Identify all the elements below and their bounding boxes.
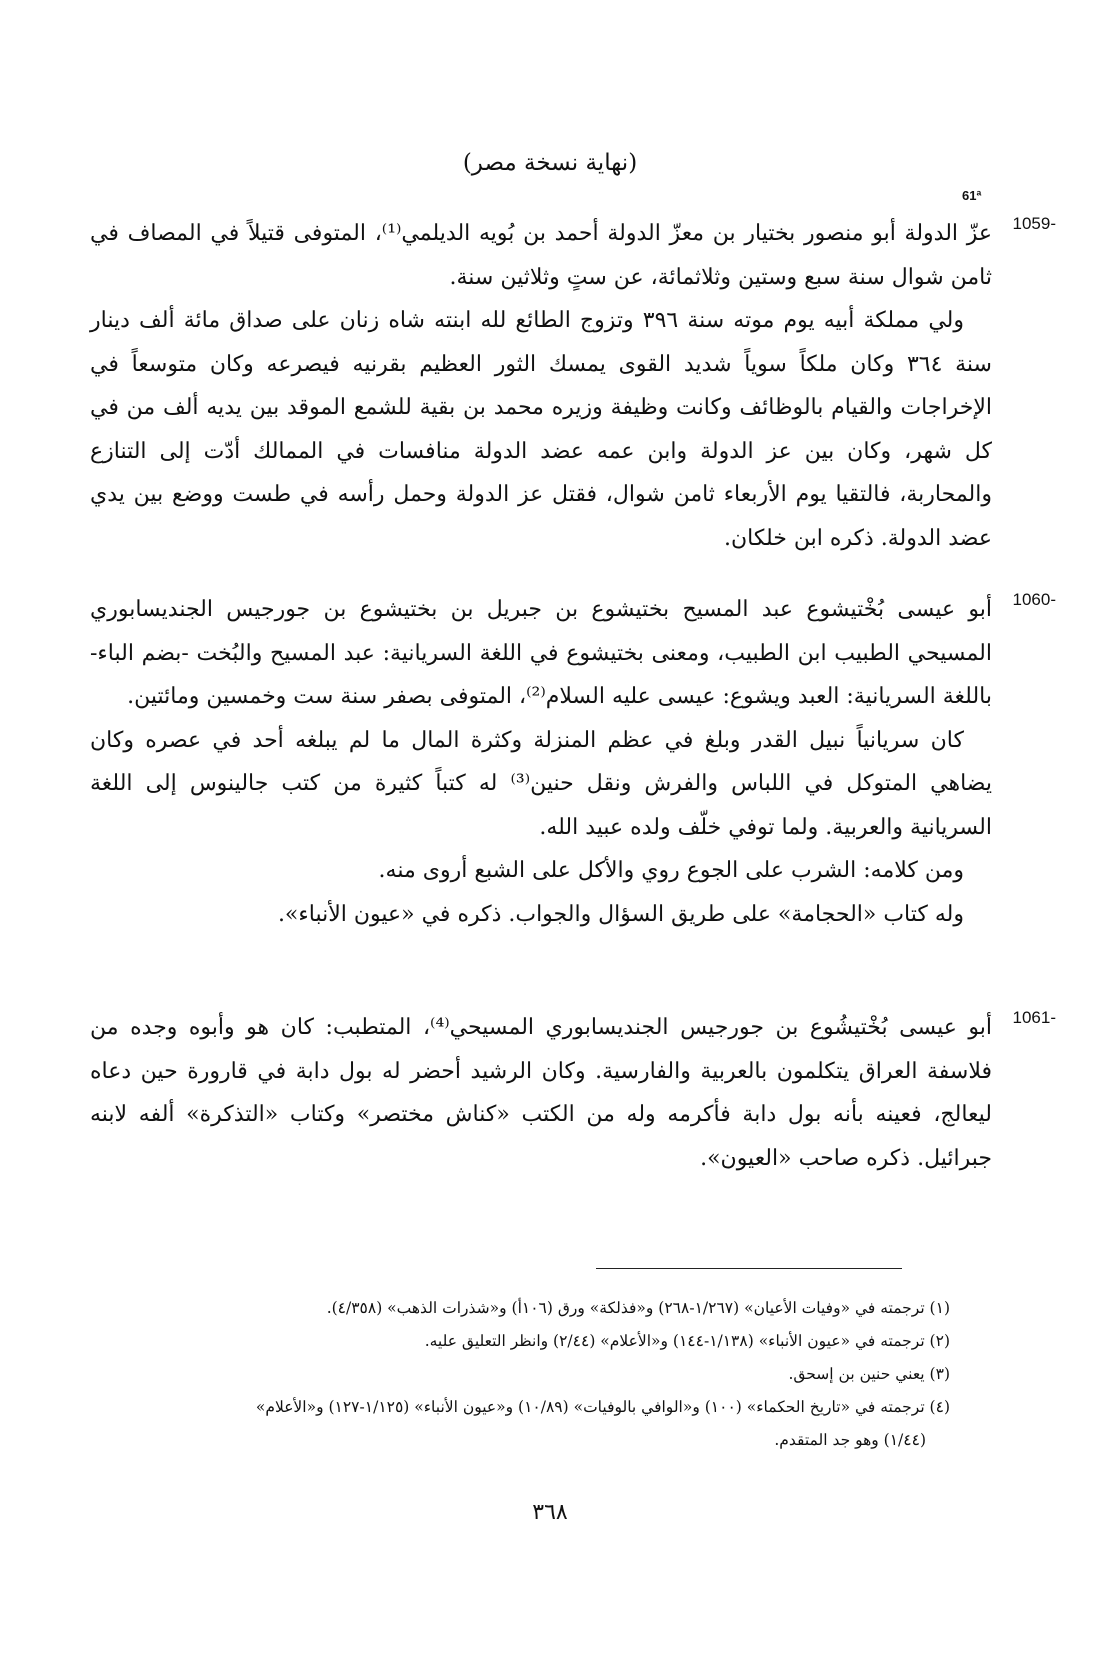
footnote: (٤) ترجمته في «تاريخ الحكماء» (١٠٠) و«الوافي بالوفيات» (١٠/٨٩) و«عيون الأنباء» (١/١٢٥-١٢٧) و«الأعلام» xyxy=(255,1398,950,1416)
footnote: (٣) يعني حنين بن إسحق. xyxy=(788,1365,950,1383)
footnote-continuation: (١/٤٤) وهو جد المتقدم. xyxy=(774,1431,926,1449)
entry-paragraph: عزّ الدولة أبو منصور بختيار بن معزّ الدولة أحمد بن بُويه الديلمي⁽¹⁾، المتوفى قتيلاً في المصاف في ثامن شوال سنة سبع وستين وثلاثمائة، عن ستٍ وثلاثين سنة. xyxy=(90,221,992,290)
biography-entry xyxy=(90,212,1056,560)
footnote: (٢) ترجمته في «عيون الأنباء» (١/١٣٨-١٤٤) و«الأعلام» (٢/٤٤) وانظر التعليق عليه. xyxy=(424,1332,950,1350)
biography-entry xyxy=(90,1006,1056,1180)
footnote-separator xyxy=(596,1268,902,1269)
entry-paragraph: ولي مملكة أبيه يوم موته سنة ٣٩٦ وتزوج الطائع لله ابنته شاه زنان على صداق مائة ألف دينار سنة ٣٦٤ وكان ملكاً سوياً شديد القوى يمسك الثور العظيم بقرنيه فيصرعه وكان متوسعاً في الإخراجات والقيام بالوظائف وكانت وظيفة وزيره محمد بن بقية للشمع الموقد بين يديه ألف من في كل شهر، وكان بين عز الدولة وابن عمه عضد الدولة منافسات في الممالك أدّت إلى التنازع والمحاربة، فالتقيا يوم الأربعاء ثامن شوال، فقتل عز الدولة وحمل رأسه في طست ووضع بين يدي عضد الدولة. ذكره ابن خلكان. xyxy=(90,308,992,551)
section-title: (نهاية نسخة مصر) xyxy=(462,150,638,176)
entry-paragraph: ومن كلامه: الشرب على الجوع روي والأكل على الشبع أروى منه. xyxy=(378,858,964,883)
page-number: ٣٦٨ xyxy=(532,1500,568,1525)
footnotes xyxy=(190,1292,950,1457)
entry-paragraph: وله كتاب «الحجامة» على طريق السؤال والجواب. ذكره في «عيون الأنباء». xyxy=(277,901,964,927)
entry-paragraph: كان سريانياً نبيل القدر وبلغ في عظم المنزلة وكثرة المال ما لم يبلغه أحد في عصره وكان يضاهي المتوكل في اللباس والفرش ونقل حنين⁽³⁾ له كتباً كثيرة من كتب جالينوس إلى اللغة السريانية والعربية. ولما توفي خلّف ولده عبيد الله. xyxy=(90,727,992,840)
entry-number: 1059- xyxy=(1012,214,1056,233)
biography-entry xyxy=(90,588,1056,936)
footnote: (١) ترجمته في «وفيات الأعيان» (١/٢٦٧-٢٦٨) و«فذلكة» ورق (١٠٦أ) و«شذرات الذهب» (٤/٣٥٨). xyxy=(326,1299,950,1317)
entry-paragraph: أبو عيسى بُخْتيشُوع بن جورجيس الجنديسابوري المسيحي⁽⁴⁾، المتطبب: كان هو وأبوه وجده من فلاسفة العراق يتكلمون بالعربية والفارسية. وكان الرشيد أحضر له بول دابة في قارورة حين دعاه ليعالج، فعينه بأنه بول دابة فأكرمه وله من الكتب «كناش مختصر» وكتاب «التذكرة» ألفه لابنه جبرائيل. ذكره صاحب «العيون». xyxy=(90,1015,992,1171)
entry-number: 1061- xyxy=(1012,1008,1056,1027)
folio-marker: 61ª xyxy=(962,188,982,203)
entry-paragraph: أبو عيسى بُخْتيشوع عبد المسيح بختيشوع بن جبريل بن بختيشوع بن جورجيس الجنديسابوري المسيحي الطبيب ابن الطبيب، ومعنى بختيشوع في اللغة السريانية: عبد المسيح والبُخت -بضم الباء- باللغة السريانية: العبد ويشوع: عيسى عليه السلام⁽²⁾، المتوفى بصفر سنة ست وخمسين ومائتين. xyxy=(90,597,992,709)
entry-number: 1060- xyxy=(1012,590,1056,609)
